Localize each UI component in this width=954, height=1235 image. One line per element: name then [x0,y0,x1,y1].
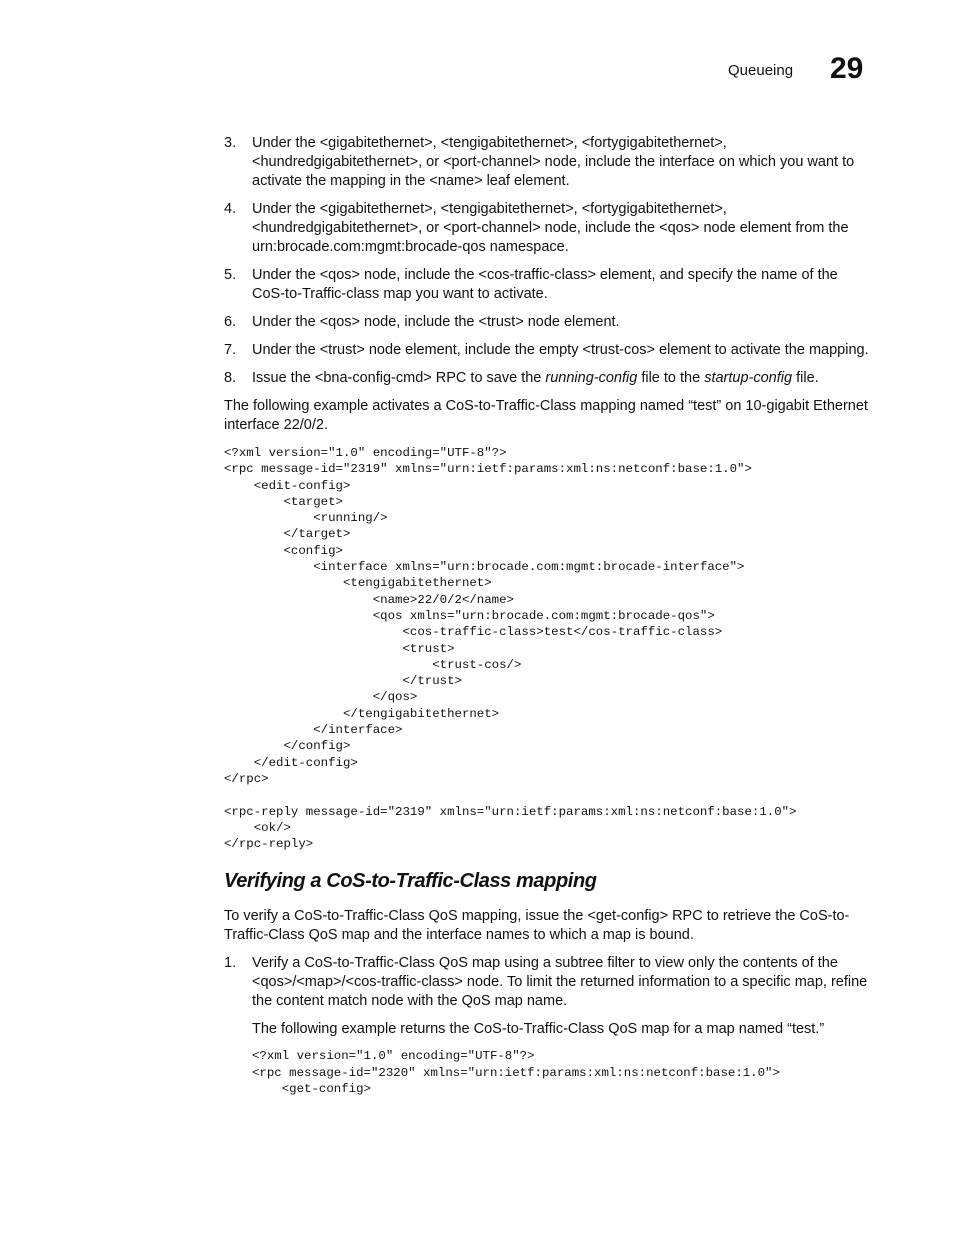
step-item [224,200,869,257]
step-text-emphasis: running-config [545,370,638,386]
step-number: 3. [224,135,237,151]
step-item [224,954,869,1011]
procedure-steps [224,134,869,388]
step-text-part: Issue the <bna-config-cmd> RPC to save the [252,370,546,386]
verify-steps [224,954,869,1011]
step-item [224,134,869,191]
step-item [224,266,869,304]
example-intro: The following example activates a CoS-to-Traffic-Class mapping named “test” on 10-gigabit Ethernet interface 22/0/2. [224,398,868,433]
code-example-verify: <?xml version="1.0" encoding="UTF-8"?> <rpc message-id="2320" xmlns="urn:ietf:params:xml:ns:netconf:base:1.0"> <get-config> [252,1049,780,1097]
step-text-part: file to the [637,370,705,386]
step-number: 5. [224,267,237,283]
step-text-emphasis: startup-config [704,370,793,386]
verify-intro: To verify a CoS-to-Traffic-Class QoS mapping, issue the <get-config> RPC to retrieve the CoS-to-Traffic-Class QoS map and the interface names to which a map is bound. [224,908,850,944]
step-item [224,369,869,388]
step-text: Under the <qos> node, include the <cos-traffic-class> element, and specify the name of the CoS-to-Traffic-class map you want to activate. [252,267,838,302]
step-item [224,313,869,332]
step-number: 1. [224,955,237,972]
step-text: Under the <gigabitethernet>, <tengigabitethernet>, <fortygigabitethernet>, <hundredgigabitethernet>, or <port-channel> node, include the <qos> node element from the urn:brocade.com:mgmt:brocade-qos namespace. [252,201,849,255]
page-body [224,134,869,1097]
step-number: 7. [224,342,237,358]
verify-example-intro: The following example returns the CoS-to-Traffic-Class QoS map for a map named “test.” [252,1021,825,1038]
step-text: Under the <trust> node element, include the empty <trust-cos> element to activate the mapping. [252,342,869,358]
section-heading: Verifying a CoS-to-Traffic-Class mapping [224,870,597,893]
step-text: Under the <qos> node, include the <trust> node element. [252,314,620,330]
code-example-activate: <?xml version="1.0" encoding="UTF-8"?> <rpc message-id="2319" xmlns="urn:ietf:params:xml:ns:netconf:base:1.0"> <edit-config> <target> <running/> </target> <config> <interface xmlns="urn:brocade.com:mgmt:brocade-interface"> <tengigabitethernet> <name>22/0/2</name> <qos xmlns="urn:brocade.com:mgmt:brocade-qos"> <cos-traffic-class>test</cos-traffic-class> <trust> <trust-cos/> </trust> </qos> </tengigabitethernet> </interface> </config> </edit-config> </rpc> <rpc-reply message-id="2319" xmlns="urn:ietf:params:xml:ns:netconf:base:1.0"> <ok/> </rpc-reply> [224,446,797,852]
step-text: Verify a CoS-to-Traffic-Class QoS map using a subtree filter to view only the contents of the <qos>/<map>/<cos-traffic-class> node. To limit the returned information to a specific map, refine the content match node with the QoS map name. [252,955,868,1010]
verify-step-detail [224,1020,869,1097]
step-number: 8. [224,370,237,386]
running-header-section: Queueing [728,62,794,79]
step-item [224,341,869,360]
step-text-part: file. [792,370,819,386]
chapter-number: 29 [830,52,864,85]
step-number: 4. [224,201,237,217]
step-text: Under the <gigabitethernet>, <tengigabitethernet>, <fortygigabitethernet>, <hundredgigabitethernet>, or <port-channel> node, include the interface on which you want to activate the mapping in the <name> leaf element. [252,135,855,189]
step-number: 6. [224,314,237,330]
